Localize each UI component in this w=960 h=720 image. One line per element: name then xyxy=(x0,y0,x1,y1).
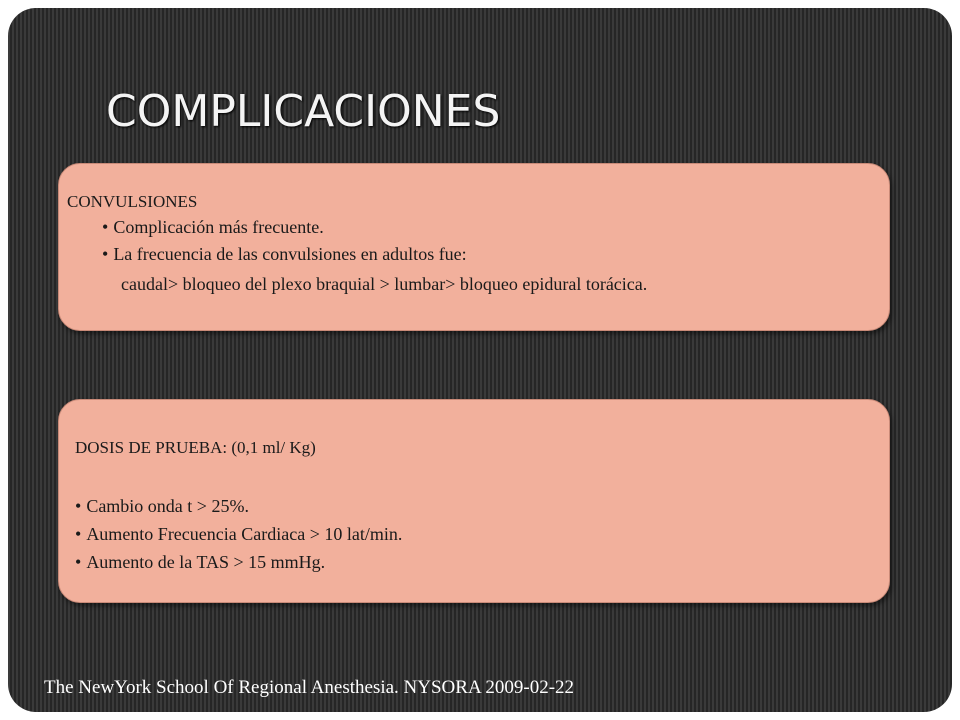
convulsiones-box xyxy=(58,163,890,331)
list-item-text: Complicación más frecuente. xyxy=(113,217,324,237)
list-item-continuation: caudal> bloqueo del plexo braquial > lumbar> bloqueo epidural torácica. xyxy=(121,274,648,294)
dosis-prueba-box xyxy=(58,399,890,603)
list-item-text: Aumento Frecuencia Cardiaca > 10 lat/min. xyxy=(86,524,403,544)
list-item-text: Aumento de la TAS > 15 mmHg. xyxy=(86,552,326,572)
convulsiones-heading: CONVULSIONES xyxy=(67,192,198,211)
list-item xyxy=(75,524,402,545)
slide-title: COMPLICACIONES xyxy=(106,86,501,137)
bullet-icon: • xyxy=(102,244,109,264)
dosis-prueba-heading: DOSIS DE PRUEBA: (0,1 ml/ Kg) xyxy=(75,438,316,457)
list-item xyxy=(102,217,324,238)
source-footer: The NewYork School Of Regional Anesthesia. NYSORA 2009-02-22 xyxy=(44,677,575,698)
list-item xyxy=(102,244,467,265)
bullet-icon: • xyxy=(75,524,82,544)
bullet-icon: • xyxy=(75,496,82,516)
list-item-text: La frecuencia de las convulsiones en adultos fue: xyxy=(113,244,467,264)
bullet-icon: • xyxy=(75,552,82,572)
slide xyxy=(8,8,952,712)
list-item xyxy=(75,552,325,573)
bullet-icon: • xyxy=(102,217,109,237)
list-item xyxy=(75,496,249,517)
list-item-text: Cambio onda t > 25%. xyxy=(86,496,249,516)
